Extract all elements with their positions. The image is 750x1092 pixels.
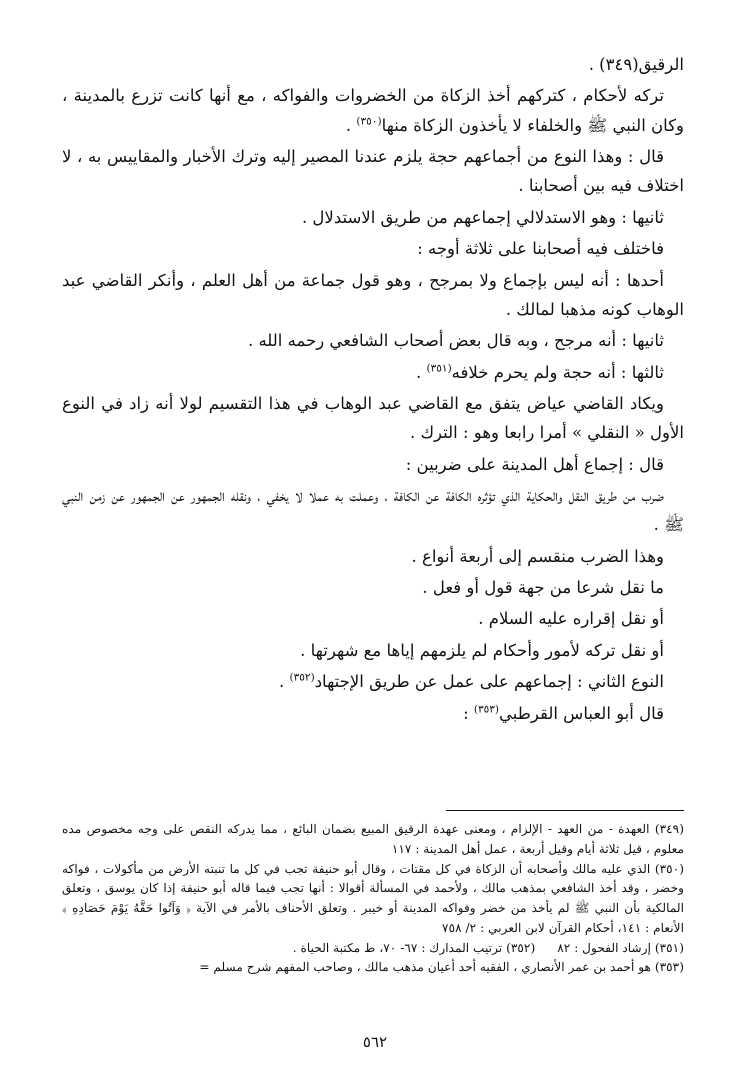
paragraph xyxy=(62,358,684,387)
paragraph: أو نقل إقراره عليه السلام . xyxy=(478,609,664,629)
footnote-ref: (٣٥٢) xyxy=(289,671,315,684)
paragraph-end: . xyxy=(345,115,357,135)
paragraph: ثانيها : أنه مرجح ، وبه قال بعض أصحاب الشافعي رحمه الله . xyxy=(247,331,664,351)
paragraph: قال : وهذا النوع من أجماعهم حجة يلزم عندنا المصير إليه وترك الأخبار والمقاييس به ، لا اختلاف فيه بين أصحابنا . xyxy=(62,147,684,196)
paragraph-text: ثالثها : أنه حجة ولم يحرم خلافه xyxy=(451,362,664,382)
paragraph: قال : إجماع أهل المدينة على ضربين : xyxy=(405,454,664,474)
paragraph-text: تركه لأحكام ، كتركهم أخذ الزكاة من الخضروات والفواكه ، مع أنها كانت تزرع بالمدينة ، وكان النبي ﷺ والخلفاء لا يأخذون الزكاة منها xyxy=(62,86,684,135)
paragraph xyxy=(62,81,684,140)
paragraph: وهذا الضرب منقسم إلى أربعة أنواع . xyxy=(411,546,664,566)
paragraph: ضرب من طريق النقل والحكاية الذي تؤثره الكافة عن الكافة ، وعملت به عملا لا يخفي ، ونقله الجمهور عن الجمهور عن زمن النبي ﷺ . xyxy=(62,486,684,535)
paragraph-end: : xyxy=(463,703,474,723)
paragraph: ثانيها : وهو الاستدلالي إجماعهم من طريق الاستدلال . xyxy=(301,207,664,227)
footnote-ref: (٣٥٠) xyxy=(356,115,382,128)
paragraph-continuation: الرقيق(٣٤٩) . xyxy=(588,55,684,74)
paragraph-end: . xyxy=(279,672,290,692)
footnote-divider xyxy=(446,810,684,811)
footnote-353: (٣٥٣) هو أحمد بن عمر الأنصاري ، الفقيه أحد أعيان مذهب مالك ، وصاحب المفهم شرح مسلم = xyxy=(199,960,684,975)
footnotes xyxy=(62,820,684,978)
paragraph: أو نقل تركه لأمور وأحكام لم يلزمهم إياها مع شهرتها . xyxy=(300,640,664,660)
paragraph: فاختلف فيه أصحابنا على ثلاثة أوجه : xyxy=(417,239,664,259)
paragraph: ويكاد القاضي عياض يتفق مع القاضي عبد الوهاب في هذا التقسيم لولا أنه زاد في النوع الأول « النقلي » أمرا رابعا وهو : الترك . xyxy=(62,393,684,443)
main-text xyxy=(62,50,684,728)
paragraph-text: النوع الثاني : إجماعهم على عمل عن طريق الإجتهاد xyxy=(314,672,664,692)
paragraph-text: قال أبو العباس القرطبي xyxy=(499,703,664,723)
footnote-ref: (٣٥٣) xyxy=(473,703,500,716)
paragraph-end: . xyxy=(416,362,427,382)
paragraph xyxy=(62,667,684,696)
footnote-351: (٣٥١) إرشاد الفحول : ٨٢ xyxy=(557,940,684,955)
footnote-349: (٣٤٩) العهدة - من العهد - الإلزام ، ومعنى عهدة الرقيق المبيع بضمان البائع ، مما يدركه النقص على وجه مخصوص مده معلوم ، قيل ثلاثة أيام وقيل أربعة ، عمل أهل المدينة : ١١٧ xyxy=(62,822,684,856)
paragraph: أحدها : أنه ليس بإجماع ولا بمرجح ، وهو قول جماعة من أهل العلم ، وأنكر القاضي عبد الوهاب كونه مذهبا لمالك . xyxy=(62,270,684,319)
footnote-row xyxy=(62,939,684,959)
paragraph xyxy=(62,699,684,728)
footnote-350: (٣٥٠) الذي عليه مالك وأصحابه أن الزكاة في كل مقتات ، وقال أبو حنيفة تجب في كل ما تنبته الأرض من مأكولات ، فواكه وخضر ، وقد أخذ الشافعي بمذهب مالك ، ولأحمد في المسألة أقوالا : أنها تجب فيما قاله أبو حنيفة إذا كان يوسق ، وتعلق المالكية بأن النبي ﷺ لم يأخذ من خضر وفواكه المدينة أو خيبر . وتعلق الأحناف بالأمر في الآية ﴿ وَآتُوا حَقَّهُ يَوْمَ حَصَادِهِ ﴾ الأنعام : ١٤١، أحكام القرآن لابن العربي : ٢/ ٧٥٨ xyxy=(62,861,684,935)
footnote-352: (٣٥٢) ترتيب المدارك : ٦٧- ٧٠، ط مكتبة الحياة . xyxy=(292,940,536,955)
page-number: ٥٦٢ xyxy=(362,1033,388,1051)
paragraph: ما نقل شرعا من جهة قول أو فعل . xyxy=(422,578,664,598)
page-body xyxy=(62,50,684,730)
footnote-ref: (٣٥١) xyxy=(426,362,452,375)
